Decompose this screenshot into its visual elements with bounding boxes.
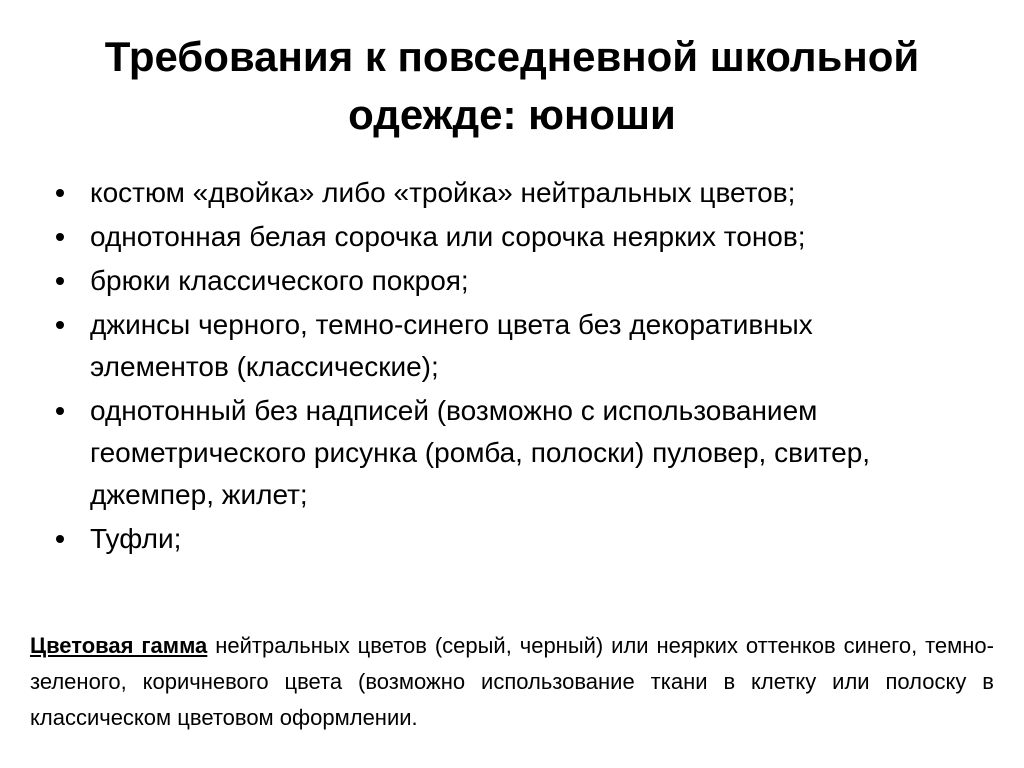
bullet-dot-icon	[56, 277, 64, 285]
bullet-text: Туфли;	[90, 523, 182, 554]
bullet-text: однотонный без надписей (возможно с использованием геометрического рисунка (ромба, полоски) пуловер, свитер, джемпер, жилет;	[90, 395, 871, 510]
bullet-dot-icon	[56, 407, 64, 415]
bullet-item	[50, 260, 950, 302]
bullet-text: брюки классического покроя;	[90, 265, 469, 296]
color-scheme-label: Цветовая гамма	[30, 633, 208, 658]
bullet-item	[50, 216, 950, 258]
bullet-item	[50, 518, 950, 560]
bullet-item	[50, 390, 950, 516]
bullet-item	[50, 304, 950, 388]
bullet-dot-icon	[56, 535, 64, 543]
bullet-dot-icon	[56, 321, 64, 329]
bullet-text: однотонная белая сорочка или сорочка неярких тонов;	[90, 221, 806, 252]
bullet-dot-icon	[56, 189, 64, 197]
color-scheme-note	[30, 628, 994, 736]
bullet-item	[50, 172, 950, 214]
bullet-list	[50, 172, 950, 562]
bullet-dot-icon	[56, 233, 64, 241]
color-scheme-text: нейтральных цветов (серый, черный) или неярких оттенков синего, темно-зеленого, коричневого цвета (возможно использование ткани в клетку или полоску в классическом цветовом оформлении.	[30, 633, 994, 730]
slide-title: Требования к повседневной школьной одежде: юноши	[104, 33, 920, 138]
bullet-text: джинсы черного, темно-синего цвета без декоративных элементов (классические);	[90, 309, 813, 382]
bullet-text: костюм «двойка» либо «тройка» нейтральных цветов;	[90, 177, 796, 208]
